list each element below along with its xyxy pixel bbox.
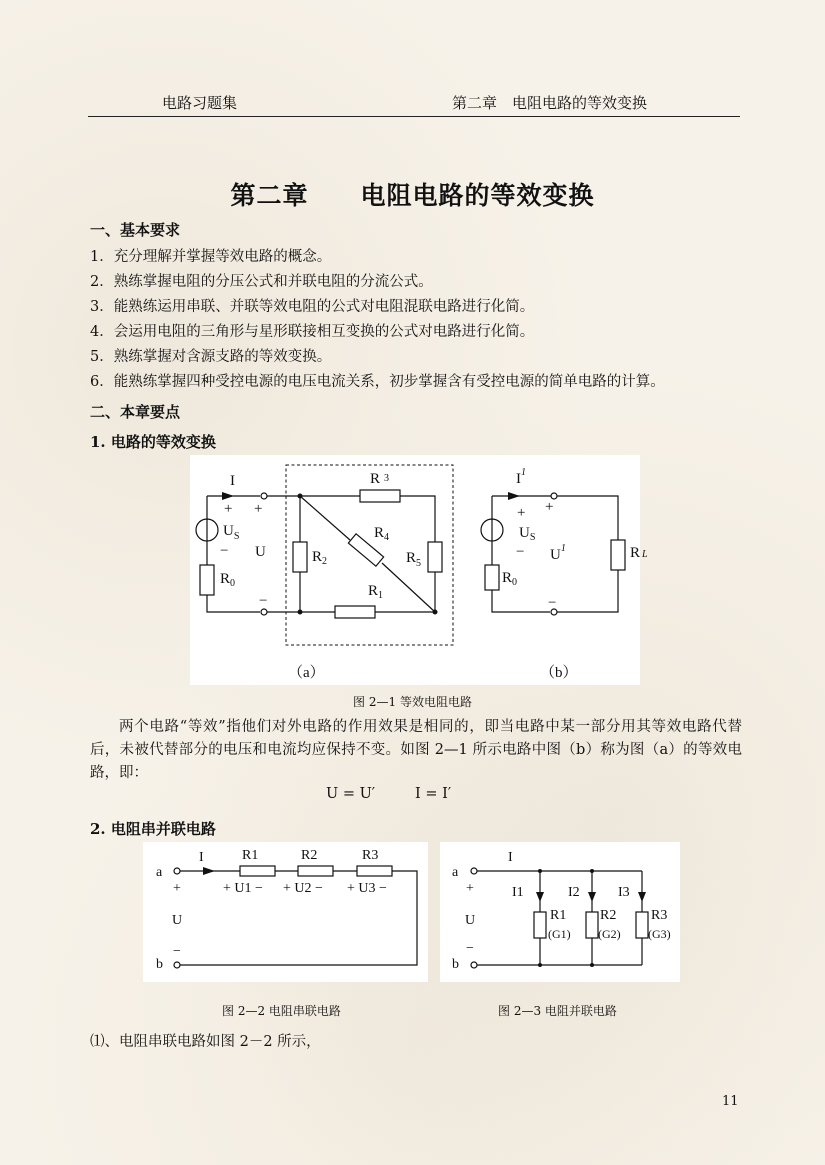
subsection-series-parallel: 2. 电阻串并联电路 bbox=[90, 820, 216, 838]
label-U: U bbox=[465, 913, 476, 928]
label-G3: (G3) bbox=[648, 927, 671, 941]
label-G2: (G2) bbox=[598, 927, 621, 941]
label-minus-b-terminal: − bbox=[548, 595, 557, 611]
label-G1: (G1) bbox=[548, 927, 571, 941]
label-Us-b-sub: S bbox=[529, 532, 536, 543]
label-R0-b-sub: 0 bbox=[512, 577, 518, 588]
header-left: 电路习题集 bbox=[162, 94, 238, 112]
terminal-a: a bbox=[156, 865, 163, 880]
label-U3: + U3 − bbox=[347, 881, 387, 896]
label-U2: + U2 − bbox=[283, 881, 323, 896]
label-U: U bbox=[255, 544, 266, 560]
label-R2: R2 bbox=[301, 848, 318, 863]
chapter-title: 第二章 电阻电路的等效变换 bbox=[230, 181, 595, 210]
label-plus-b-terminal: + bbox=[545, 499, 554, 515]
label-U: U bbox=[172, 913, 183, 928]
header-rule bbox=[88, 116, 740, 117]
label-minus-terminal: − bbox=[259, 593, 268, 609]
formula-current: I = I′ bbox=[415, 786, 452, 802]
label-R1-sub: 1 bbox=[378, 590, 384, 601]
label-R3-sub: 3 bbox=[384, 473, 390, 484]
label-R5-sub: 5 bbox=[416, 558, 422, 569]
label-plus-terminal: + bbox=[254, 501, 263, 517]
label-R3: R bbox=[370, 471, 381, 487]
requirement-item: 4．会运用电阻的三角形与星形联接相互变换的公式对电路进行化简。 bbox=[90, 324, 535, 340]
label-current-I: I bbox=[508, 850, 513, 865]
terminal-b: b bbox=[452, 957, 459, 972]
label-Us-b: U bbox=[519, 525, 530, 541]
label-R0-sub: 0 bbox=[230, 578, 236, 589]
label-R2-sub: 2 bbox=[322, 556, 328, 567]
section2-heading: 二、本章要点 bbox=[90, 403, 181, 421]
label-R1: R1 bbox=[550, 908, 567, 923]
figure-2-3-caption: 图 2—3 电阻并联电路 bbox=[498, 1004, 617, 1018]
label-plus-b-source: + bbox=[517, 505, 526, 521]
requirement-item: 5．熟练掌握对含源支路的等效变换。 bbox=[90, 349, 332, 365]
requirement-item: 2．熟练掌握电阻的分压公式和并联电阻的分流公式。 bbox=[90, 274, 433, 290]
paragraph-equivalence: 两个电路“等效”指他们对外电路的作用效果是相同的，即当电路中某一部分用其等效电路代替后，未被代替部分的电压和电流均应保持不变。如图 2—1 所示电路中图（b）称为图（a）的等效电路，即： bbox=[90, 719, 742, 781]
figure-label-b: （b） bbox=[540, 665, 578, 681]
section1-heading: 一、基本要求 bbox=[90, 221, 181, 239]
requirement-item: 3．能熟练运用串联、并联等效电阻的公式对电阻混联电路进行化简。 bbox=[90, 299, 535, 315]
label-R0: R bbox=[220, 571, 231, 587]
label-Us: U bbox=[223, 523, 234, 539]
label-minus: − bbox=[466, 941, 474, 956]
label-current-I: I bbox=[230, 473, 235, 489]
label-U1-sup: 1 bbox=[560, 543, 566, 554]
formula-voltage: U = U′ bbox=[326, 786, 376, 802]
label-current-I: I bbox=[199, 850, 204, 865]
label-R3: R3 bbox=[362, 848, 379, 863]
label-Us-sub: S bbox=[233, 531, 240, 542]
label-plus: + bbox=[466, 881, 474, 896]
label-U1: + U1 − bbox=[223, 881, 263, 896]
label-minus-source: − bbox=[220, 543, 229, 559]
label-minus-b-source: − bbox=[516, 544, 525, 560]
figure-2-1-equivalent-circuit bbox=[190, 455, 648, 685]
label-RL: R bbox=[630, 545, 641, 561]
label-plus-source: + bbox=[224, 501, 233, 517]
label-I1: I1 bbox=[512, 885, 524, 900]
label-R1: R1 bbox=[242, 848, 259, 863]
figure-label-a: （a） bbox=[288, 665, 325, 681]
requirement-item: 6．能熟练掌握四种受控电源的电压电流关系，初步掌握含有受控电源的简单电路的计算。 bbox=[90, 374, 665, 390]
figure-2-2-series-circuit bbox=[143, 842, 428, 982]
paragraph-series-intro: ⑴、电阻串联电路如图 2－2 所示， bbox=[90, 1034, 321, 1050]
subsection-equivalent-transform: 1. 电路的等效变换 bbox=[90, 433, 216, 451]
label-I3: I3 bbox=[618, 885, 630, 900]
label-I1: I bbox=[516, 471, 521, 487]
label-plus: + bbox=[173, 881, 181, 896]
svg-text:RL bbox=[630, 545, 648, 561]
label-R4-sub: 4 bbox=[384, 532, 390, 543]
label-R4: R bbox=[374, 525, 385, 541]
page-number: 11 bbox=[722, 1094, 739, 1109]
label-R2: R2 bbox=[600, 908, 617, 923]
label-I2: I2 bbox=[568, 885, 580, 900]
label-U1: U bbox=[550, 547, 561, 563]
label-R1: R bbox=[368, 583, 379, 599]
figure-2-3-parallel-circuit bbox=[440, 842, 680, 982]
figure-2-1-caption: 图 2—1 等效电阻电路 bbox=[353, 695, 472, 709]
requirement-item: 1．充分理解并掌握等效电路的概念。 bbox=[90, 249, 332, 265]
label-R5: R bbox=[406, 550, 417, 566]
label-R0-b: R bbox=[502, 570, 513, 586]
label-RL-sub: L bbox=[642, 549, 648, 560]
label-R2: R bbox=[312, 549, 323, 565]
label-minus: − bbox=[173, 944, 181, 959]
terminal-a: a bbox=[452, 865, 459, 880]
label-R3: R3 bbox=[651, 908, 668, 923]
label-I1-sup: 1 bbox=[521, 467, 526, 478]
figure-2-2-caption: 图 2—2 电阻串联电路 bbox=[222, 1004, 341, 1018]
terminal-b: b bbox=[156, 957, 163, 972]
header-right: 第二章 电阻电路的等效变换 bbox=[452, 94, 648, 112]
